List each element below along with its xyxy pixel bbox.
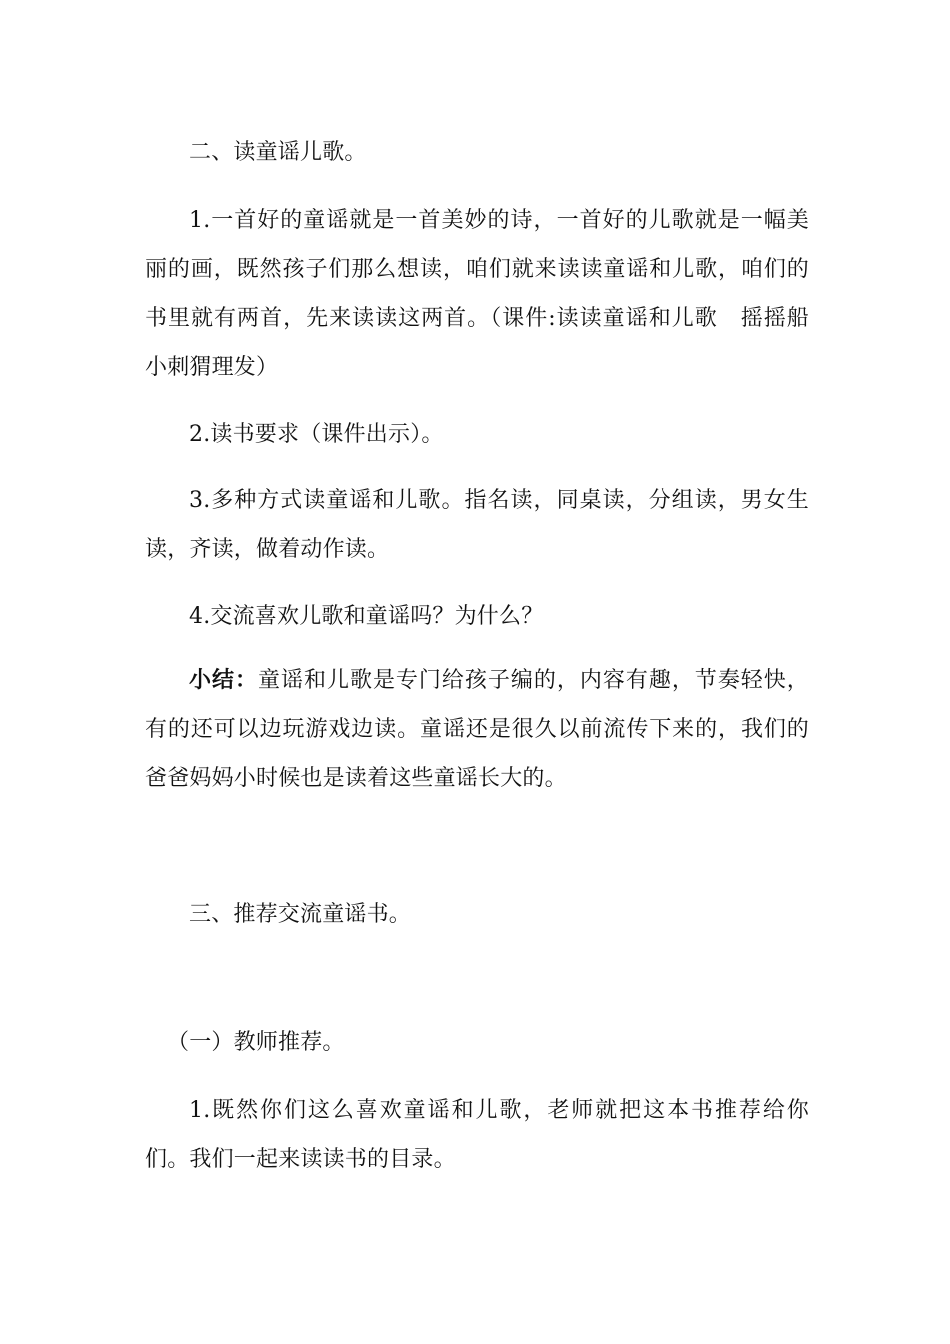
summary-text: 童谣和儿歌是专门给孩子编的，内容有趣，节奏轻快，有的还可以边玩游戏边读。童谣还是很久以前流传下来的，我们的爸爸妈妈小时候也是读着这些童谣长大的。: [145, 668, 809, 791]
section-three-sub1-paragraph-1: 1.既然你们这么喜欢童谣和儿歌，老师就把这本书推荐给你们。我们一起来读读书的目录。: [145, 1098, 809, 1172]
section-two-paragraph-1: 1.一首好的童谣就是一首美妙的诗，一首好的儿歌就是一幅美丽的画，既然孩子们那么想读，咱们就来读读童谣和儿歌，咱们的书里就有两首，先来读读这两首。（课件:读读童谣和儿歌 摇摇船 小刺猬理发）: [145, 208, 832, 380]
summary-label: 小结：: [189, 667, 258, 693]
section-two-paragraph-3: 3.多种方式读童谣和儿歌。指名读，同桌读，分组读，男女生读，齐读，做着动作读。: [145, 488, 809, 562]
section-two-heading: 二、读童谣儿歌。: [189, 140, 367, 165]
summary-paragraph: [145, 656, 809, 803]
section-three-heading: 三、推荐交流童谣书。: [189, 902, 412, 927]
section-three-subheading-1: （一）教师推荐。: [167, 1030, 345, 1055]
section-two-paragraph-4: 4.交流喜欢儿歌和童谣吗？为什么？: [189, 604, 544, 629]
section-two-paragraph-2: 2.读书要求（课件出示）。: [189, 422, 444, 447]
